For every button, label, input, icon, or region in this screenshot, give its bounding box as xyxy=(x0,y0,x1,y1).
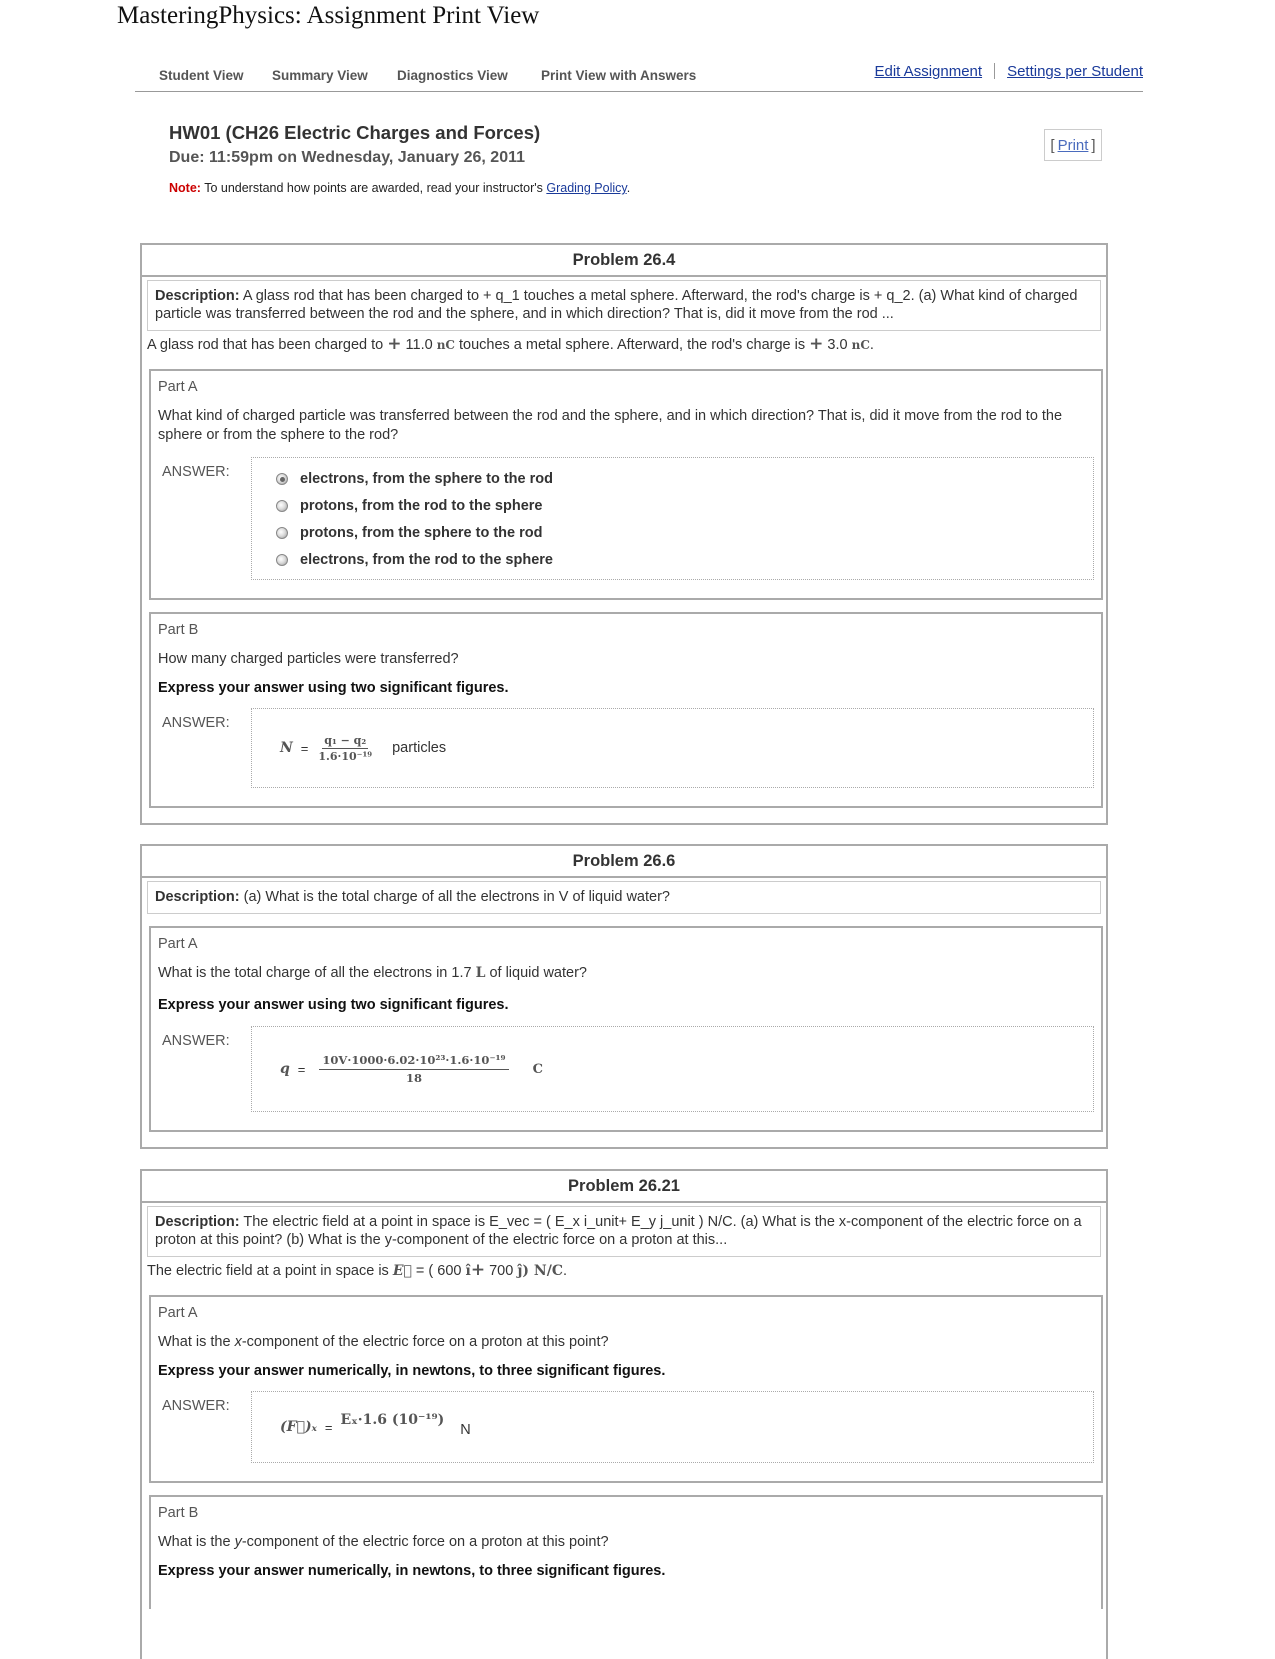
volume-unit: L xyxy=(475,965,486,981)
plus-sign: + xyxy=(387,334,402,354)
page-title: MasteringPhysics: Assignment Print View xyxy=(117,2,540,29)
field-y-value: 700 xyxy=(485,1263,518,1279)
answer-option[interactable] xyxy=(252,519,1093,546)
radio-icon[interactable] xyxy=(276,527,288,539)
problem-statement xyxy=(142,1257,1106,1281)
description-label: Description: xyxy=(155,889,240,905)
statement-text: A glass rod that has been charged to xyxy=(147,337,388,353)
part-question: How many charged particles were transferred? xyxy=(158,651,459,667)
assignment-due-date: Due: 11:59pm on Wednesday, January 26, 2011 xyxy=(169,149,526,166)
print-bracket-open: [ xyxy=(1050,136,1055,154)
unit-vector-i: î xyxy=(465,1263,471,1279)
description-text: A glass rod that has been charged to + q_1 touches a metal sphere. Afterward, the rod's charge is + q_2. (a) What kind of charged particle was transferred between the rod and the sphere, and in which direction? That is, did it move from the rod ... xyxy=(155,288,1078,322)
part-label: Part B xyxy=(158,622,199,638)
part-a xyxy=(149,369,1103,600)
option-label: electrons, from the rod to the sphere xyxy=(300,551,553,568)
charge-unit: nC xyxy=(436,338,455,352)
answer-option[interactable] xyxy=(252,465,1093,492)
top-links xyxy=(875,63,1144,80)
part-label: Part A xyxy=(158,379,198,395)
part-label: Part A xyxy=(158,1305,198,1321)
answer-variable: q xyxy=(280,1061,290,1077)
problem-statement xyxy=(142,331,1106,355)
print-box xyxy=(1044,129,1102,161)
print-link[interactable]: Print xyxy=(1057,136,1089,154)
answer-label: ANSWER: xyxy=(162,1033,230,1049)
part-label: Part B xyxy=(158,1505,199,1521)
plus-sign: + xyxy=(470,1260,486,1280)
answer-fraction xyxy=(316,734,374,763)
answer-label: ANSWER: xyxy=(162,1398,230,1414)
unit-vector-j: ĵ xyxy=(517,1263,523,1279)
option-label: electrons, from the sphere to the rod xyxy=(300,470,553,487)
answer-fraction xyxy=(319,1053,508,1085)
problem-description xyxy=(147,881,1101,914)
statement-text: touches a metal sphere. Afterward, the rod's charge is xyxy=(454,337,810,353)
tab-diagnostics-view[interactable]: Diagnostics View xyxy=(397,68,508,83)
tab-summary-view[interactable]: Summary View xyxy=(272,68,368,83)
part-instruction: Express your answer numerically, in newtons, to three significant figures. xyxy=(158,1563,666,1579)
description-label: Description: xyxy=(155,1214,240,1230)
statement-end: . xyxy=(869,337,874,353)
question-text: What is the xyxy=(158,1534,235,1550)
part-question xyxy=(158,1333,1094,1352)
answer-box xyxy=(251,1391,1094,1463)
answer-row xyxy=(158,1026,1094,1112)
note-label: Note: xyxy=(169,181,201,195)
question-variable: x xyxy=(234,1334,242,1350)
charge-unit: nC xyxy=(851,338,870,352)
view-tabs xyxy=(135,62,1143,92)
fraction-denominator: 1.6·10⁻¹⁹ xyxy=(318,749,373,763)
answer-box xyxy=(251,457,1094,580)
statement-text: The electric field at a point in space is xyxy=(147,1263,393,1279)
part-a xyxy=(149,1295,1103,1483)
tab-print-view-with-answers[interactable]: Print View with Answers xyxy=(541,68,697,83)
option-label: protons, from the sphere to the rod xyxy=(300,524,543,541)
answer-option[interactable] xyxy=(252,546,1093,573)
note-end: . xyxy=(626,181,631,195)
radio-icon[interactable] xyxy=(276,554,288,566)
part-question: What kind of charged particle was transferred between the rod and the sphere, and in which direction? That is, did it move from the rod to the sphere or from the sphere to the rod? xyxy=(158,408,1063,443)
fraction-denominator: 18 xyxy=(405,1071,422,1085)
question-text: -component of the electric force on a proton at this point? xyxy=(241,1334,609,1350)
grading-note xyxy=(169,181,630,195)
equals-sign: = xyxy=(297,1061,306,1077)
assignment-title: HW01 (CH26 Electric Charges and Forces) xyxy=(169,122,541,143)
edit-assignment-link[interactable]: Edit Assignment xyxy=(874,63,983,80)
settings-per-student-link[interactable]: Settings per Student xyxy=(1007,63,1143,80)
description-text: (a) What is the total charge of all the electrons in V of liquid water? xyxy=(239,889,670,905)
question-text: of liquid water? xyxy=(485,965,587,981)
question-variable: y xyxy=(234,1534,242,1550)
equals-sign: = xyxy=(324,1419,333,1435)
question-text: -component of the electric force on a proton at this point? xyxy=(241,1534,609,1550)
description-text: The electric field at a point in space is E_vec = ( E_x i_unit+ E_y j_unit ) N/C. (a) What is the x-component of the electric force on a proton at this point? (b) What is the y-component of the electric force on a proton at this... xyxy=(155,1214,1082,1248)
answer-label: ANSWER: xyxy=(162,715,230,731)
answer-variable: (F⃗)ₓ xyxy=(280,1419,317,1435)
part-instruction: Express your answer using two significant figures. xyxy=(158,680,509,696)
charge-initial-value: 11.0 xyxy=(401,337,437,353)
answer-option[interactable] xyxy=(252,492,1093,519)
problem-title: Problem 26.6 xyxy=(142,846,1106,878)
part-question xyxy=(158,1533,1094,1552)
problem-title: Problem 26.21 xyxy=(142,1171,1106,1203)
part-instruction: Express your answer using two significant figures. xyxy=(158,997,509,1013)
answer-unit: particles xyxy=(392,740,447,756)
answer-variable: N xyxy=(280,740,293,756)
part-question xyxy=(158,964,1094,983)
answer-expression: Eₓ·1.6 (10⁻¹⁹) xyxy=(340,1412,445,1428)
answer-row xyxy=(158,457,1094,580)
question-text: What is the xyxy=(158,1334,235,1350)
radio-icon[interactable] xyxy=(276,500,288,512)
problem-description xyxy=(147,280,1101,331)
tab-student-view[interactable]: Student View xyxy=(159,68,244,83)
problem-26-21 xyxy=(140,1169,1108,1659)
field-x-value: = ( 600 xyxy=(411,1263,466,1279)
question-text: What is the total charge of all the electrons in 1.7 xyxy=(158,965,476,981)
charge-final-value: 3.0 xyxy=(823,337,852,353)
link-divider xyxy=(994,63,995,79)
statement-end: . xyxy=(562,1263,568,1279)
part-b xyxy=(149,612,1103,808)
field-vector-symbol: E⃗ xyxy=(392,1263,412,1279)
problem-description xyxy=(147,1206,1101,1257)
fraction-numerator: 10V·1000·6.02·10²³·1.6·10⁻¹⁹ xyxy=(319,1053,508,1070)
problem-26-4 xyxy=(140,243,1108,825)
option-label: protons, from the rod to the sphere xyxy=(300,497,543,514)
fraction-numerator: q₁ − q₂ xyxy=(324,733,367,747)
answer-box xyxy=(251,708,1094,788)
part-b xyxy=(149,1495,1103,1609)
part-label: Part A xyxy=(158,936,198,952)
radio-selected-icon[interactable] xyxy=(276,473,288,485)
answer-row xyxy=(158,708,1094,788)
print-bracket-close: ] xyxy=(1091,136,1096,154)
equals-sign: = xyxy=(300,740,309,756)
plus-sign: + xyxy=(809,334,824,354)
description-label: Description: xyxy=(155,288,240,304)
answer-label: ANSWER: xyxy=(162,464,230,480)
note-text: To understand how points are awarded, read your instructor's xyxy=(200,181,547,195)
field-unit: ) N/C xyxy=(522,1263,563,1279)
answer-unit: C xyxy=(532,1061,543,1077)
problem-title: Problem 26.4 xyxy=(142,245,1106,277)
part-a xyxy=(149,926,1103,1132)
problem-26-6 xyxy=(140,844,1108,1149)
answer-unit: N xyxy=(460,1422,471,1438)
answer-box xyxy=(251,1026,1094,1112)
answer-row xyxy=(158,1391,1094,1463)
part-instruction: Express your answer numerically, in newtons, to three significant figures. xyxy=(158,1363,666,1379)
grading-policy-link[interactable]: Grading Policy xyxy=(546,181,627,195)
